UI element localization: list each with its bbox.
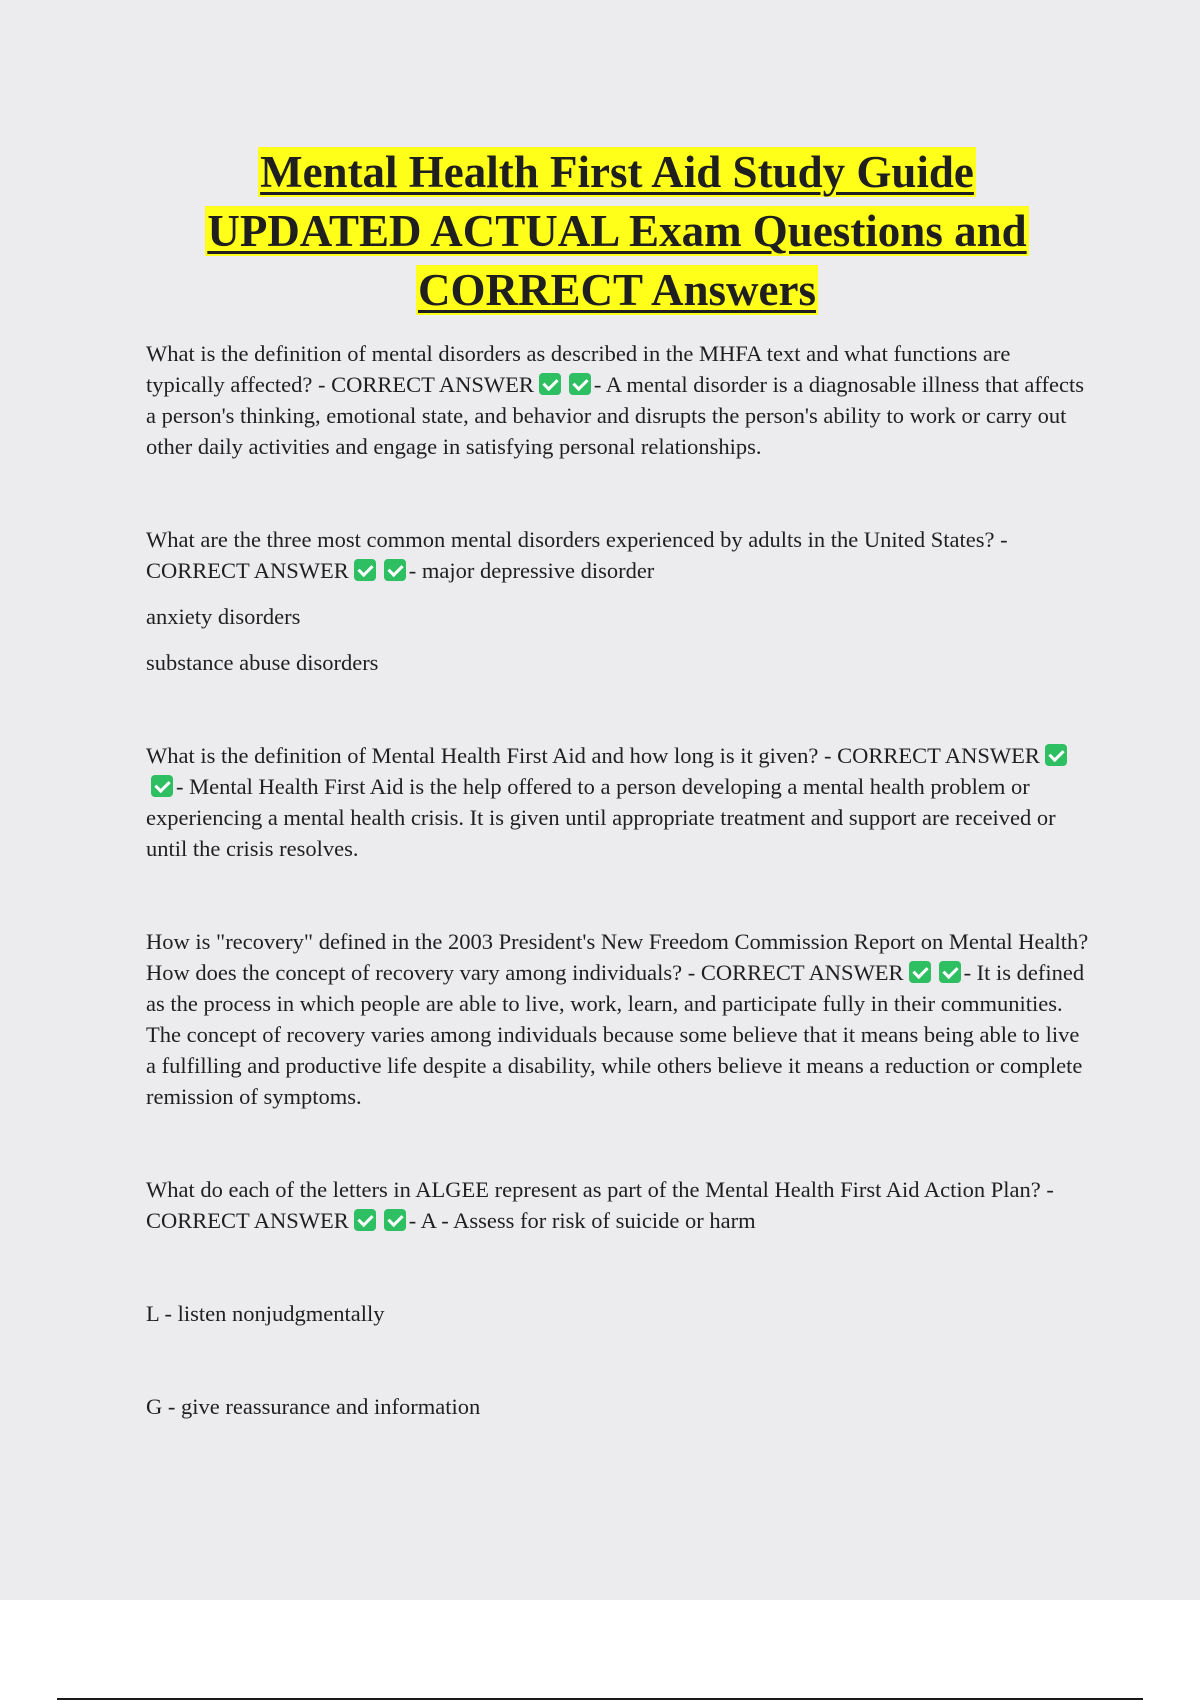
qa-item-2 (146, 524, 1092, 586)
answer-line: anxiety disorders (146, 604, 301, 629)
check-mark-icon (569, 373, 591, 395)
qa-item-3 (146, 740, 1092, 864)
answer-text: - Mental Health First Aid is the help offered to a person developing a mental health problem or experiencing a mental health crisis. It is given until appropriate treatment and support are received or until the crisis resolves. (146, 774, 1056, 861)
check-mark-icon (539, 373, 561, 395)
check-mark-icon (384, 559, 406, 581)
check-mark-icon (909, 961, 931, 983)
question-text: What is the definition of mental disorders as described in the MHFA text and what functions are typically affected? - CORRECT ANSWER (146, 341, 1011, 397)
qa-item-5 (146, 1174, 1092, 1236)
title-line-2: UPDATED ACTUAL Exam Questions and (207, 206, 1027, 256)
question-text: What are the three most common mental disorders experienced by adults in the United States? - CORRECT ANSWER (146, 527, 1008, 583)
qa-content (146, 338, 1092, 1422)
check-mark-icon (354, 559, 376, 581)
check-mark-icon (1045, 744, 1067, 766)
check-mark-icon (354, 1209, 376, 1231)
title-line-1: Mental Health First Aid Study Guide (260, 147, 974, 197)
question-text: What is the definition of Mental Health First Aid and how long is it given? - CORRECT ANSWER (146, 743, 1040, 768)
answer-text: - major depressive disorder (408, 558, 655, 583)
question-text: What do each of the letters in ALGEE represent as part of the Mental Health First Aid Action Plan? - CORRECT ANSWER (146, 1177, 1054, 1233)
answer-line: G - give reassurance and information (146, 1394, 481, 1419)
qa-item-4 (146, 926, 1092, 1112)
document-title (100, 143, 1134, 320)
question-text: How is "recovery" defined in the 2003 President's New Freedom Commission Report on Mental Health? How does the concept of recovery vary among individuals? - CORRECT ANSWER (146, 929, 1089, 985)
check-mark-icon (151, 775, 173, 797)
answer-text: - A mental disorder is a diagnosable illness that affects a person's thinking, emotional state, and behavior and disrupts the person's ability to work or carry out other daily activities and engage in satisfying personal relationships. (146, 372, 1084, 459)
title-line-3: CORRECT Answers (418, 265, 816, 315)
answer-text: - A - Assess for risk of suicide or harm (408, 1208, 756, 1233)
check-mark-icon (384, 1209, 406, 1231)
answer-text: - It is defined as the process in which people are able to live, work, learn, and participate fully in their communities. The concept of recovery varies among individuals because some believe that it means being able to live a fulfilling and productive life despite a disability, while others believe it means a reduction or complete remission of symptoms. (146, 960, 1085, 1109)
answer-line: substance abuse disorders (146, 650, 379, 675)
qa-item-1 (146, 338, 1092, 462)
check-mark-icon (939, 961, 961, 983)
answer-line: L - listen nonjudgmentally (146, 1301, 385, 1326)
